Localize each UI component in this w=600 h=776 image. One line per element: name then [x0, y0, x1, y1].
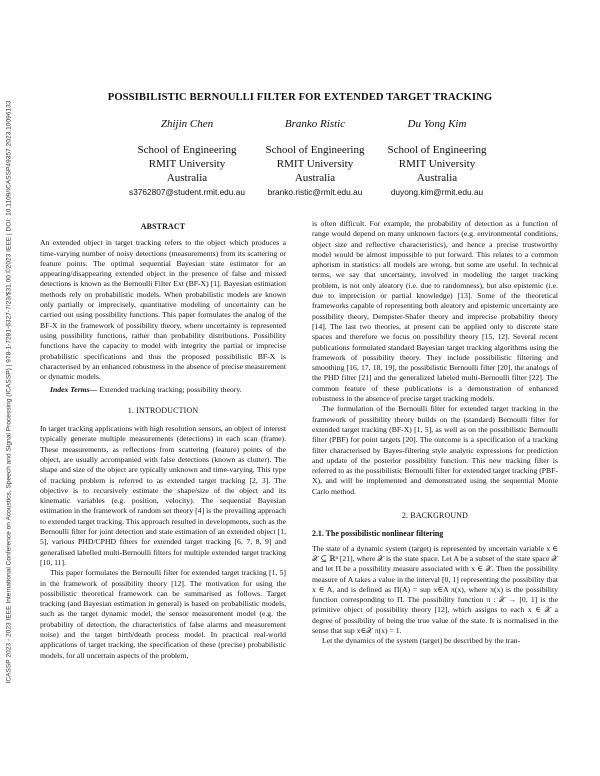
- author-email: branko.ristic@rmit.edu.au: [267, 187, 363, 197]
- author-affiliation-line: School of Engineering: [387, 144, 487, 156]
- abstract-text: An extended object in target tracking refers to the object which produces a time-varying number of noisy detections (measurements) from its scattering or feature points. The optimal sequential Bayesian state estimator for an appearing/disappearing extended object in the presence of false and missed detections is known as the Bernoulli Filter Ext (BF-X) [1]. Bayesian estimation methods rely on probabilistic models. When probabilistic models are known only partially or imprecisely, quantitative modeling of uncertainty can be carried out using possibility functions. This paper formulates the analog of the BF-X in the framework of possibility theory, where uncertainty is represented using possibility functions, rather than probability distributions. Possibility functions have the capacity to model with integrity the partial or imprecise probabilistic specifications and thus the proposed possibilistic BF-X is characterised by an enhanced robustness in the absence of precise measurement or dynamic models.: [40, 238, 286, 382]
- author-email: s3762807@student.rmit.edu.au: [129, 187, 245, 197]
- background-paragraph: Let the dynamics of the system (target) be described by the tran-: [322, 636, 521, 646]
- author-name: Zhijin Chen: [160, 118, 214, 130]
- author-affiliation-line: School of Engineering: [137, 144, 237, 156]
- copyright-sidebar-text: ICASSP 2023 - 2023 IEEE International Conference on Acoustics, Speech and Signal Processing (ICASSP) | 978-1-7281-6327-7/23/$31.00 ©2023 IEEE | DOI: 10.1109/ICASSP49357.2023.10096133: [5, 100, 13, 684]
- author-name: Branko Ristic: [284, 118, 346, 130]
- right-column: [312, 219, 558, 647]
- author-affiliation-line: RMIT University: [148, 158, 226, 170]
- author-affiliation-line: RMIT University: [276, 158, 354, 170]
- body-paragraph: The formulation of the Bernoulli filter for extended target tracking in the framework of possibility theory builds on the (standard) Bernoulli filter for extended target tracking (BF-X) [1, 5], as well as on the possibilistic Bernoulli filter (PBF) for point targets [20]. The outcome is a specification of a tracking filter characterised by Bayes-filtering style analytic expressions for prediction and update of the posterior possibility function. This new tracking filter is referred to as the possibilistic Bernoulli filter for extended target tracking (PBF-X), and will be implemented and demonstrated using the sequential Monte Carlo method.: [312, 404, 559, 496]
- subsection-heading: 2.1. The possibilistic nonlinear filtering: [312, 529, 444, 539]
- index-terms: [40, 385, 286, 395]
- introduction-heading: 1. INTRODUCTION: [127, 405, 199, 415]
- intro-paragraph: In target tracking applications with high resolution sensors, an object of interest typically generate multiple measurements (detections) in each scan (frame). These measurements, as reflections from scattering (feature) points of the object, are usually accompanied with false detections (known as clutter). The shape and size of the object are typically unknown and time-varying. This type of tracking problem is referred to as extended target tracking [2, 3]. The objective is to recursively estimate the shape/size of the object and its kinematic variables (e.g. position, velocity). The sequential Bayesian estimation in the framework of random set theory [4] is the prevailing approach to extended target tracking. This approach resulted in developments, such as the Bernoulli filter for joint detection and state estimation of an extended object [1, 5], various PHD/CPHD filters for extended target tracking [6, 7, 8, 9] and generalised labelled multi-Bernoulli filters for multiple extended target tracking [10, 11].: [40, 424, 286, 567]
- background-paragraph: The state of a dynamic system (target) is represented by uncertain variable x ∈ 𝒳 ⊆ ℝⁿ [21], where 𝒳 is the state space. Let A be a subset of the state space 𝒳 and let Π be a possibility measure associated with x ∈ 𝒳. Then the possibility measure of A takes a value in the interval [0, 1] representing the possibility that x ∈ A, and is defined as Π(A) = sup x∈A π(x), where π(x) is the possibility function corresponding to Π. The possibility function π : 𝒳 → [0, 1] is the primitive object of possibility theory [12], which assigns to each x ∈ 𝒳 a degree of possibility of being the true value of the state. It is normalised in the sense that sup x∈𝒳 π(x) = 1.: [312, 543, 558, 635]
- author-affiliation-line: Australia: [294, 172, 336, 184]
- author-block: [112, 117, 512, 197]
- author-affiliation-line: Australia: [166, 172, 208, 184]
- author-email: duyong.kim@rmit.edu.au: [390, 187, 484, 197]
- intro-paragraph: This paper formulates the Bernoulli filter for extended target tracking [1, 5] in the framework of possibility theory [12]. The motivation for using the possibilistic theoretical framework can be summarised as follows. Target tracking (and Bayesian estimation in general) is based on probabilistic models, such as the target dynamic model, the sensor measurement model (e.g. the probability of detection, the characteristics of false alarms and measurement noise) and the target birth/death process model. In practical real-world applications of target tracking, the specification of these (precise) probabilistic models, for all uncertain aspects of the problem,: [40, 568, 286, 660]
- left-column: [40, 222, 286, 661]
- author-affiliation-line: School of Engineering: [265, 144, 365, 156]
- author-name: Du Yong Kim: [407, 118, 467, 130]
- background-heading: 2. BACKGROUND: [401, 511, 469, 521]
- body-paragraph: is often difficult. For example, the probability of detection as a function of range would depend on many unknown factors (e.g. environmental conditions, object size and reflective characteristics), and hence a precise trustworthy model would be almost impossible to put forward. This relates to a common aphorism in statistics: all models are wrong, but some are useful. In technical terms, we say that uncertainty, involved in modeling the target tracking problem, is not only aleatory (i.e. due to randomness), but also epistemic (i.e. due to imprecision or partial knowledge) [13]. Some of the theoretical frameworks capable of representing both aleatory and epistemic uncertainty are possibility theory, Dempster-Shafer theory and imprecise probability theory [14]. The last two theories, at present can be applied only to discrete state spaces and therefore we focus on possibility theory [15, 12]. Several recent publications formulated standard Bayesian target tracking algorithms using the framework of possibility theory. They include possibilistic filtering and smoothing [16, 17, 18, 19], the possibilistic Bernoulli filter [20], the analogs of the PHD filter [21] and the generalized labeled multi-Bernoulli filter [22]. The common feature of these publications is a demonstration of enhanced robustness in the absence of precise target tracking models.: [312, 219, 558, 404]
- copyright-sidebar: [1, 62, 17, 722]
- index-terms-label: Index Terms—: [50, 385, 98, 395]
- author-affiliation-line: RMIT University: [398, 158, 476, 170]
- author-3: [362, 117, 512, 198]
- author-affiliation-line: Australia: [416, 172, 458, 184]
- abstract-heading: ABSTRACT: [140, 222, 186, 231]
- paper-title: POSSIBILISTIC BERNOULLI FILTER FOR EXTENDED TARGET TRACKING: [107, 92, 493, 103]
- index-terms-text: Extended tracking tracking; possibility theory.: [97, 385, 242, 395]
